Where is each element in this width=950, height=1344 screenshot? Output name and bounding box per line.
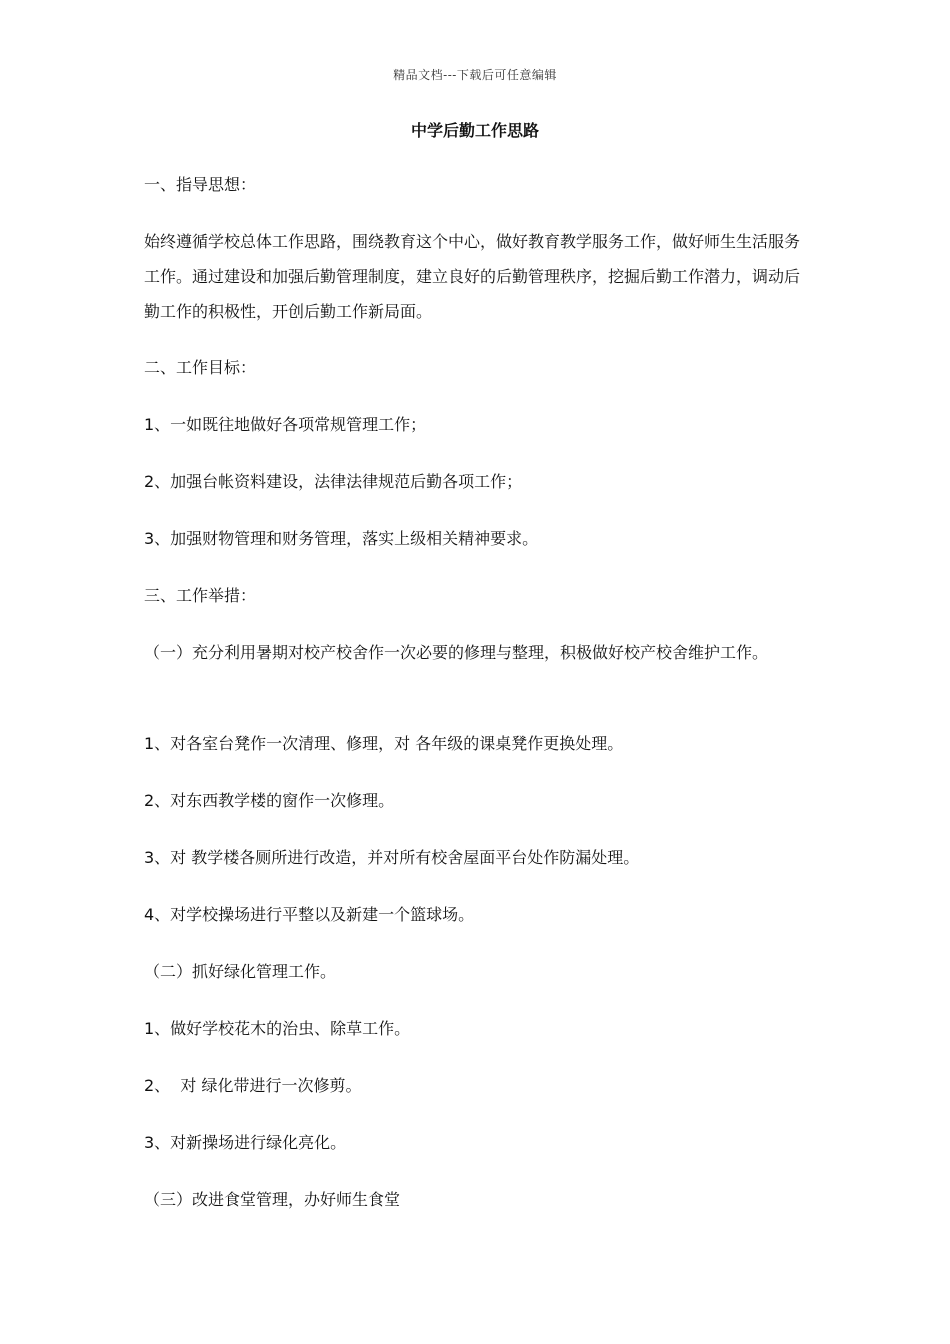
guiding-thought-paragraph: 始终遵循学校总体工作思路，围绕教育这个中心，做好教育教学服务工作，做好师生生活服务工作。通过建设和加强后勤管理制度，建立良好的后勤管理秩序，挖掘后勤工作潜力，调动后勤工作的积极性，开创后勤工作新局面。 [144, 232, 801, 321]
repair-item: 3、对 教学楼各厕所进行改造，并对所有校舍屋面平台处作防漏处理。 [144, 848, 640, 867]
goal-item: 2、加强台帐资料建设，法律法律规范后勤各项工作； [144, 472, 523, 491]
subsection-heading-repairs: （一）充分利用暑期对校产校舍作一次必要的修理与整理，积极做好校产校舍维护工作。 [144, 643, 769, 662]
greening-item: 2、 对 绿化带进行一次修剪。 [144, 1076, 362, 1095]
subsection-heading-canteen: （三）改进食堂管理，办好师生食堂 [144, 1190, 401, 1209]
section-heading-work-measures: 三、工作举措： [144, 586, 257, 605]
section-heading-work-goals: 二、工作目标： [144, 358, 257, 377]
repair-item: 2、对东西教学楼的窗作一次修理。 [144, 791, 395, 810]
greening-item: 1、做好学校花木的治虫、除草工作。 [144, 1019, 411, 1038]
document-title: 中学后勤工作思路 [410, 121, 539, 140]
goal-item: 3、加强财物管理和财务管理，落实上级相关精神要求。 [144, 529, 539, 548]
greening-item: 3、对新操场进行绿化亮化。 [144, 1133, 347, 1152]
goal-item: 1、一如既往地做好各项常规管理工作； [144, 415, 427, 434]
repair-item: 4、对学校操场进行平整以及新建一个篮球场。 [144, 905, 475, 924]
section-heading-guiding-thought: 一、指导思想： [144, 175, 257, 194]
watermark-header: 精品文档---下载后可任意编辑 [393, 68, 557, 82]
subsection-heading-greening: （二）抓好绿化管理工作。 [144, 962, 337, 981]
repair-item: 1、对各室台凳作一次清理、修理，对 各年级的课桌凳作更换处理。 [144, 734, 624, 753]
